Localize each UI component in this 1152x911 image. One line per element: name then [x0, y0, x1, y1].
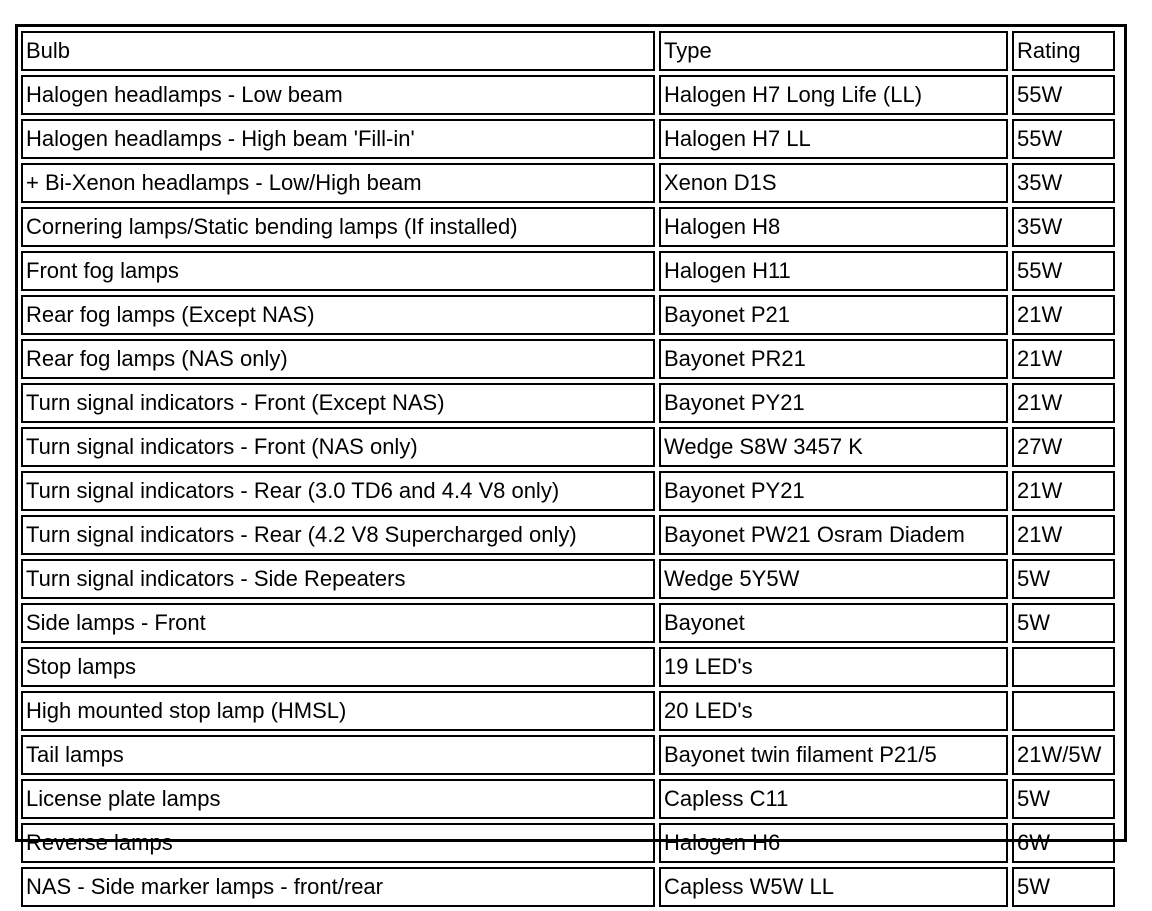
bulb-table-frame [15, 24, 1127, 899]
type-cell: 19 LED's [659, 647, 1008, 687]
type-cell: 20 LED's [659, 691, 1008, 731]
table-row [21, 779, 1115, 819]
rating-cell: 21W [1012, 295, 1115, 335]
bulb-cell: Halogen headlamps - High beam 'Fill-in' [21, 119, 655, 159]
rating-cell: 6W [1012, 823, 1115, 863]
type-cell: Bayonet PW21 Osram Diadem [659, 515, 1008, 555]
bulb-cell: Turn signal indicators - Rear (4.2 V8 Supercharged only) [21, 515, 655, 555]
header-bulb: Bulb [21, 31, 655, 71]
bulb-cell: Turn signal indicators - Front (NAS only) [21, 427, 655, 467]
rating-cell: 5W [1012, 779, 1115, 819]
type-cell: Capless C11 [659, 779, 1008, 819]
type-cell: Bayonet twin filament P21/5 [659, 735, 1008, 775]
bulb-cell: Turn signal indicators - Front (Except NAS) [21, 383, 655, 423]
table-row [21, 295, 1115, 335]
type-cell: Halogen H8 [659, 207, 1008, 247]
rating-cell: 21W [1012, 383, 1115, 423]
table-row [21, 163, 1115, 203]
table-row [21, 691, 1115, 731]
rating-cell: 27W [1012, 427, 1115, 467]
table-body [21, 75, 1115, 907]
bulb-cell: License plate lamps [21, 779, 655, 819]
table-row [21, 339, 1115, 379]
type-cell: Xenon D1S [659, 163, 1008, 203]
rating-cell: 35W [1012, 163, 1115, 203]
table-row [21, 119, 1115, 159]
table-row [21, 867, 1115, 907]
type-cell: Bayonet PR21 [659, 339, 1008, 379]
rating-cell: 55W [1012, 119, 1115, 159]
bulb-cell: Cornering lamps/Static bending lamps (If installed) [21, 207, 655, 247]
bulb-cell: Turn signal indicators - Side Repeaters [21, 559, 655, 599]
table-row [21, 251, 1115, 291]
table-row [21, 207, 1115, 247]
type-cell: Halogen H11 [659, 251, 1008, 291]
bulb-cell: Rear fog lamps (NAS only) [21, 339, 655, 379]
type-cell: Capless W5W LL [659, 867, 1008, 907]
rating-cell: 21W/5W [1012, 735, 1115, 775]
rating-cell: 21W [1012, 471, 1115, 511]
type-cell: Bayonet [659, 603, 1008, 643]
bulb-specification-table [17, 27, 1119, 911]
bulb-cell: Rear fog lamps (Except NAS) [21, 295, 655, 335]
table-row [21, 735, 1115, 775]
bulb-cell: Reverse lamps [21, 823, 655, 863]
rating-cell [1012, 691, 1115, 731]
bulb-cell: Tail lamps [21, 735, 655, 775]
table-row [21, 383, 1115, 423]
rating-cell: 5W [1012, 867, 1115, 907]
table-row [21, 75, 1115, 115]
rating-cell: 21W [1012, 515, 1115, 555]
bulb-cell: Halogen headlamps - Low beam [21, 75, 655, 115]
rating-cell [1012, 647, 1115, 687]
type-cell: Halogen H7 Long Life (LL) [659, 75, 1008, 115]
table-row [21, 603, 1115, 643]
type-cell: Wedge S8W 3457 K [659, 427, 1008, 467]
bulb-cell: Turn signal indicators - Rear (3.0 TD6 and 4.4 V8 only) [21, 471, 655, 511]
type-cell: Halogen H6 [659, 823, 1008, 863]
bulb-cell: High mounted stop lamp (HMSL) [21, 691, 655, 731]
type-cell: Halogen H7 LL [659, 119, 1008, 159]
table-row [21, 559, 1115, 599]
table-row [21, 515, 1115, 555]
header-type: Type [659, 31, 1008, 71]
table-row [21, 647, 1115, 687]
table-header-row [21, 31, 1115, 71]
header-rating: Rating [1012, 31, 1115, 71]
rating-cell: 55W [1012, 75, 1115, 115]
type-cell: Bayonet PY21 [659, 471, 1008, 511]
bulb-cell: + Bi-Xenon headlamps - Low/High beam [21, 163, 655, 203]
bulb-cell: Side lamps - Front [21, 603, 655, 643]
rating-cell: 5W [1012, 603, 1115, 643]
rating-cell: 35W [1012, 207, 1115, 247]
bulb-cell: NAS - Side marker lamps - front/rear [21, 867, 655, 907]
table-row [21, 823, 1115, 863]
table-row [21, 427, 1115, 467]
rating-cell: 21W [1012, 339, 1115, 379]
bulb-cell: Front fog lamps [21, 251, 655, 291]
bulb-cell: Stop lamps [21, 647, 655, 687]
type-cell: Bayonet PY21 [659, 383, 1008, 423]
type-cell: Wedge 5Y5W [659, 559, 1008, 599]
rating-cell: 5W [1012, 559, 1115, 599]
rating-cell: 55W [1012, 251, 1115, 291]
table-row [21, 471, 1115, 511]
type-cell: Bayonet P21 [659, 295, 1008, 335]
